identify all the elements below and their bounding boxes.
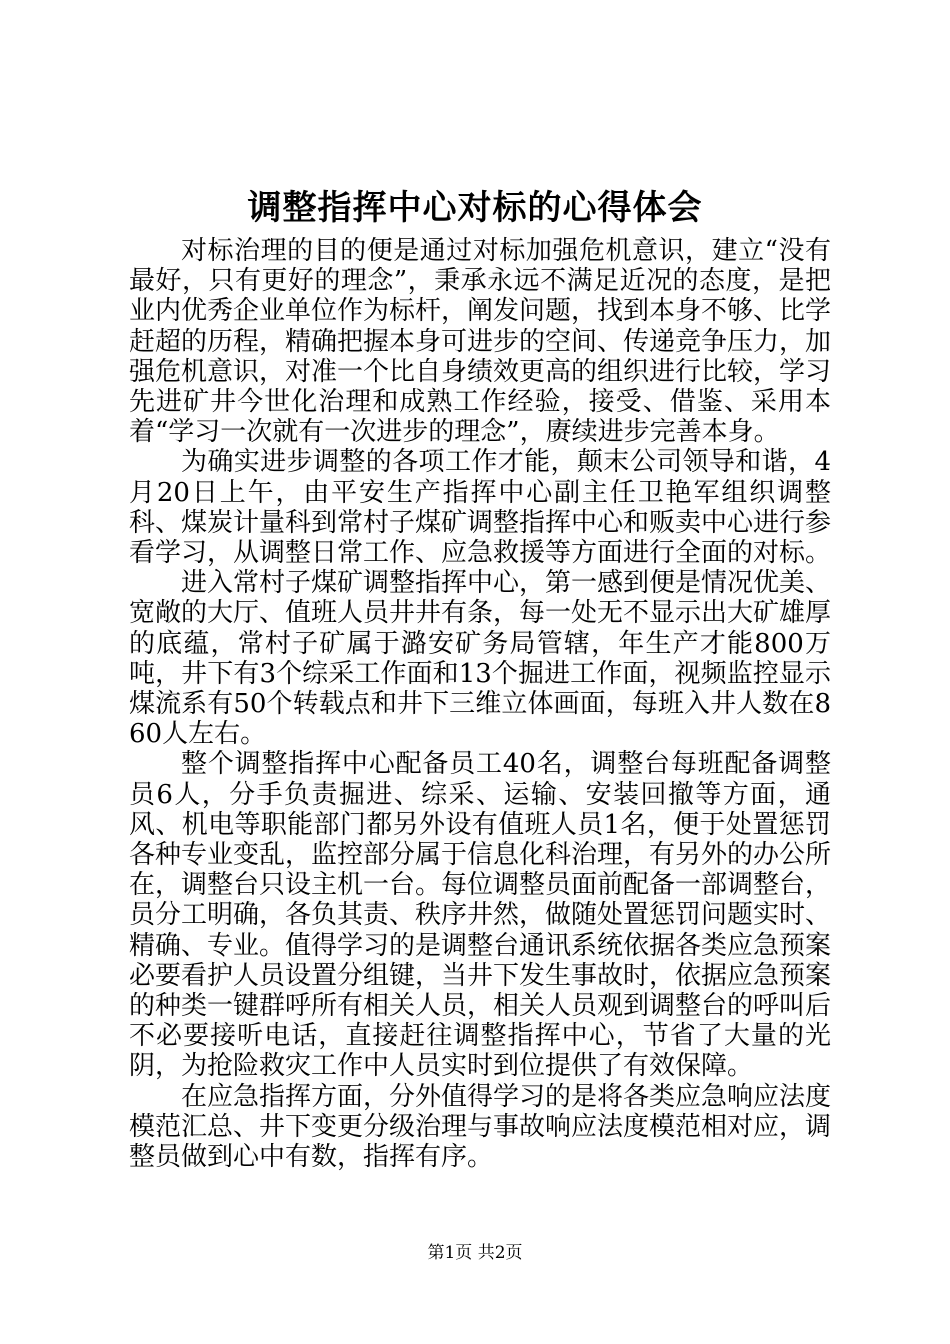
paragraph-1: 对标治理的目的便是通过对标加强危机意识，建立“没有最好，只有更好的理念”，秉承永远不满足近况的态度，是把业内优秀企业单位作为标杆，阐发问题，找到本身不够、比学赶超的历程，精确把握本身可进步的空间、传递竞争压力，加强危机意识，对准一个比自身绩效更高的组织进行比较，学习先进矿井今世化治理和成熟工作经验，接受、借鉴、采用本着“学习一次就有一次进步的理念”，赓续进步完善本身。	[129, 236, 832, 448]
paragraph-2: 为确实进步调整的各项工作才能，颠末公司领导和谐，4月20日上午，由平安生产指挥中心副主任卫艳军组织调整科、煤炭计量科到常村子煤矿调整指挥中心和贩卖中心进行参看学习，从调整日常工作、应急救援等方面进行全面的对标。	[129, 447, 832, 569]
page-number-footer: 第1页 共2页	[427, 1243, 523, 1263]
document-title: 调整指挥中心对标的心得体会	[247, 188, 703, 228]
paragraph-4: 整个调整指挥中心配备员工40名，调整台每班配备调整员6人，分手负责掘进、综采、运输、安装回撤等方面，通风、机电等职能部门都另外设有值班人员1名，便于处置惩罚各种专业变乱，监控部分属于信息化科治理，有另外的办公所在，调整台只设主机一台。每位调整员面前配备一部调整台，员分工明确，各负其责、秩序井然，做随处置惩罚问题实时、精确、专业。值得学习的是调整台通讯系统依据各类应急预案必要看护人员设置分组键，当井下发生事故时，依据应急预案的种类一键群呼所有相关人员，相关人员观到调整台的呼叫后不必要接听电话，直接赶往调整指挥中心，节省了大量的光阴，为抢险救灾工作中人员实时到位提供了有效保障。	[129, 749, 832, 1082]
document-body	[129, 236, 831, 1172]
paragraph-5: 在应急指挥方面，分外值得学习的是将各类应急响应法度模范汇总、井下变更分级治理与事故响应法度模范相对应，调整员做到心中有数，指挥有序。	[129, 1081, 832, 1173]
paragraph-3: 进入常村子煤矿调整指挥中心，第一感到便是情况优美、宽敞的大厅、值班人员井井有条，每一处无不显示出大矿雄厚的底蕴，常村子矿属于潞安矿务局管辖，年生产才能800万吨，井下有3个综采工作面和13个掘进工作面，视频监控显示煤流系有50个转载点和井下三维立体画面，每班入井人数在860人左右。	[129, 568, 832, 750]
